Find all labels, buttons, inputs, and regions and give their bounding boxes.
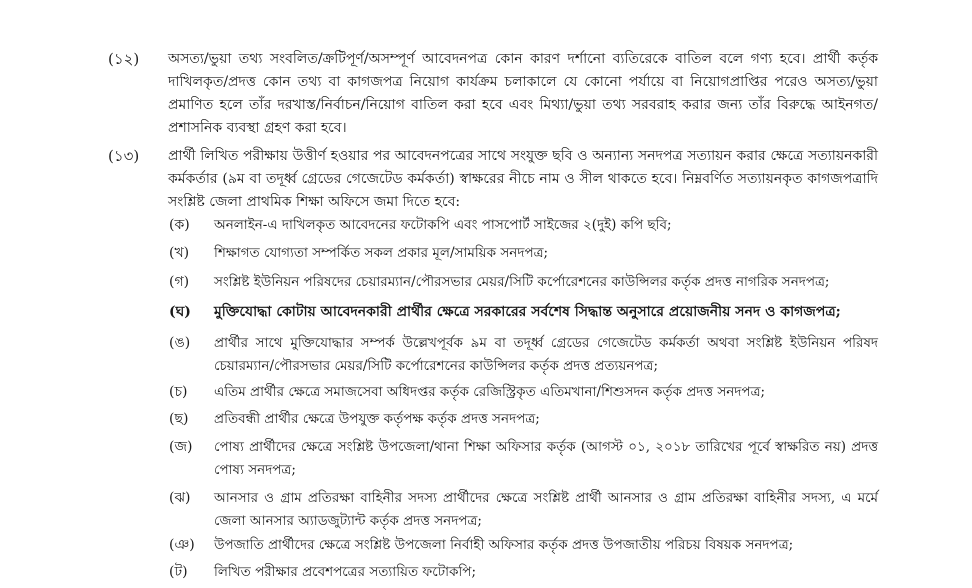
clause-number: (১২) [108, 50, 140, 68]
item-text: লিখিত পরীক্ষার প্রবেশপত্রের সত্যায়িত ফটোকপি; [214, 564, 477, 580]
item-text: শিক্ষাগত যোগ্যতা সম্পর্কিত সকল প্রকার মূল/সাময়িক সনদপত্র; [214, 245, 549, 261]
item-label: (ঙ) [169, 335, 191, 351]
item-text: এতিম প্রার্থীর ক্ষেত্রে সমাজসেবা অধিদপ্তর কর্তৃক রেজিস্ট্রিকৃত এতিমখানা/শিশুসদন কর্তৃক প্রদত্ত সনদপত্র; [214, 384, 766, 400]
item-label: (ছ) [169, 411, 189, 427]
clause-text: প্রার্থী লিখিত পরীক্ষায় উত্তীর্ণ হওয়ার পর আবেদনপত্রের সাথে সংযুক্ত ছবি ও অন্যান্য সনদপত্র সত্যায়ন করার ক্ষেত্রে সত্যায়নকারী কর্মকর্তার (৯ম বা তদূর্ধ্ব গ্রেডের গেজেটেড কর্মকর্তা) স্বাক্ষরের নীচে নাম ও সীল থাকতে হবে। নিম্নবর্ণিত সত্যায়নকৃত কাগজপত্রাদি সংশ্লিষ্ট জেলা প্রাথমিক শিক্ষা অফিসে জমা দিতে হবে: [168, 148, 878, 210]
item-label: (খ) [169, 245, 190, 261]
item-text: পোষ্য প্রার্থীদের ক্ষেত্রে সংশ্লিষ্ট উপজেলা/থানা শিক্ষা অফিসার কর্তৃক (আগস্ট ০১, ২০১৮ তারিখের পূর্বে স্বাক্ষরিত নয়) প্রদত্ত পোষ্য সনদপত্র; [214, 439, 878, 478]
item-label: (ঘ) [169, 304, 191, 320]
item-label: (গ) [169, 274, 190, 290]
clause-number: (১৩) [108, 147, 140, 165]
item-text: সংশ্লিষ্ট ইউনিয়ন পরিষদের চেয়ারম্যান/পৌরসভার মেয়র/সিটি কর্পোরেশনের কাউন্সিলর কর্তৃক প্রদত্ত নাগরিক সনদপত্র; [214, 274, 830, 290]
item-text: অনলাইন-এ দাখিলকৃত আবেদনের ফটোকপি এবং পাসপোর্ট সাইজের ২(দুই) কপি ছবি; [214, 217, 672, 233]
item-text: মুক্তিযোদ্ধা কোটায় আবেদনকারী প্রার্থীর ক্ষেত্রে সরকারের সর্বশেষ সিদ্ধান্ত অনুসারে প্রয়োজনীয় সনদ ও কাগজপত্র; [214, 304, 841, 320]
item-label: (ট) [169, 564, 188, 580]
item-label: (জ) [169, 439, 193, 455]
clause-text: অসত্য/ভুয়া তথ্য সংবলিত/ক্রটিপূর্ণ/অসম্পূর্ণ আবেদনপত্র কোন কারণ দর্শানো ব্যতিরেকে বাতিল বলে গণ্য হবে। প্রার্থী কর্তৃক দাখিলকৃত/প্রদত্ত কোন তথ্য বা কাগজপত্র নিয়োগ কার্যক্রম চলাকালে যে কোনো পর্যায়ে বা নিয়োগপ্রাপ্তির পরেও অসত্য/ভুয়া প্রমাণিত হলে তাঁর দরখাস্ত/নির্বাচন/নিয়োগ বাতিল করা হবে এবং মিথ্যা/ভুয়া তথ্য সরবরাহ করার জন্য তাঁর বিরুদ্ধে আইনগত/প্রশাসনিক ব্যবস্থা গ্রহণ করা হবে। [168, 51, 878, 136]
item-label: (ক) [169, 217, 190, 233]
item-text: আনসার ও গ্রাম প্রতিরক্ষা বাহিনীর সদস্য প্রার্থীদের ক্ষেত্রে সংশ্লিষ্ট প্রার্থী আনসার ও গ্রাম প্রতিরক্ষা বাহিনীর সদস্য, এ মর্মে জেলা আনসার অ্যাডজুট্যান্ট কর্তৃক প্রদত্ত সনদপত্র; [214, 490, 878, 529]
item-label: (ঝ) [169, 490, 191, 506]
item-text: উপজাতি প্রার্থীদের ক্ষেত্রে সংশ্লিষ্ট উপজেলা নির্বাহী অফিসার কর্তৃক প্রদত্ত উপজাতীয় পরিচয় বিষয়ক সনদপত্র; [214, 537, 794, 553]
item-text: প্রতিবন্ধী প্রার্থীর ক্ষেত্রে উপযুক্ত কর্তৃপক্ষ কর্তৃক প্রদত্ত সনদপত্র; [214, 411, 540, 427]
item-label: (ঞ) [169, 537, 195, 553]
item-text: প্রার্থীর সাথে মুক্তিযোদ্ধার সম্পর্ক উল্লেখপূর্বক ৯ম বা তদূর্ধ্ব গ্রেডের গেজেটেড কর্মকর্তা অথবা সংশ্লিষ্ট ইউনিয়ন পরিষদ চেয়ারম্যান/পৌরসভার মেয়র/সিটি কর্পোরেশনের কাউন্সিলর কর্তৃক প্রদত্ত প্রত্যয়নপত্র; [214, 335, 878, 374]
item-label: (চ) [169, 384, 188, 400]
